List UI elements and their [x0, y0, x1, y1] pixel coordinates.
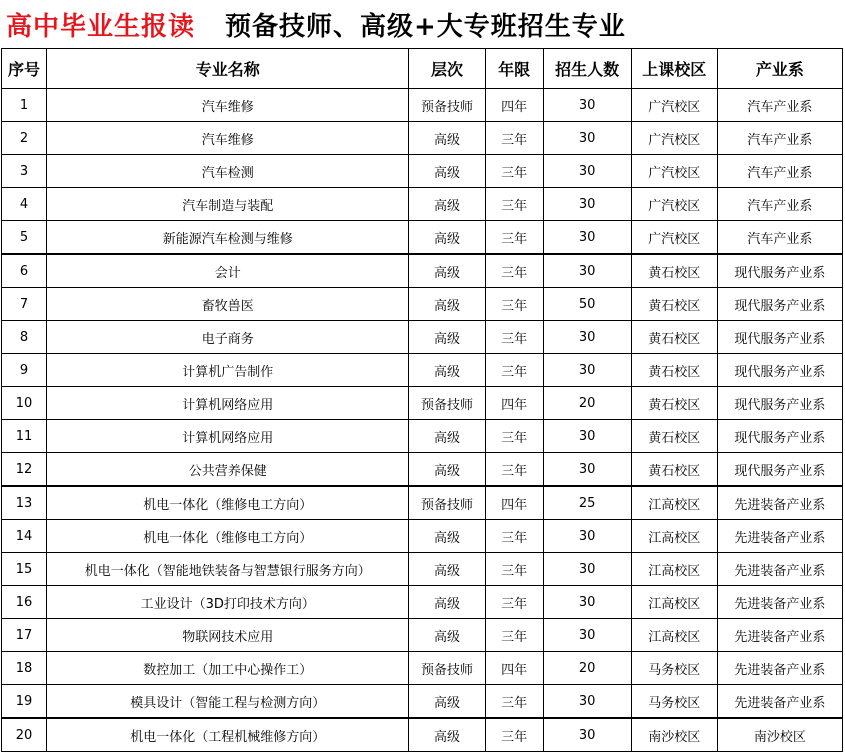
duration: 三年 [485, 122, 543, 155]
enrollment-count: 30 [543, 254, 631, 288]
duration: 四年 [485, 89, 543, 122]
row-index: 11 [2, 420, 47, 453]
department: 先进装备产业系 [717, 520, 842, 553]
title-bar [0, 0, 845, 48]
campus: 南沙校区 [631, 718, 717, 752]
duration: 三年 [485, 221, 543, 255]
duration: 三年 [485, 254, 543, 288]
level: 高级 [409, 254, 485, 288]
duration: 三年 [485, 685, 543, 719]
level: 高级 [409, 718, 485, 752]
level: 预备技师 [409, 387, 485, 420]
level: 高级 [409, 553, 485, 586]
row-index: 1 [2, 89, 47, 122]
level: 高级 [409, 586, 485, 619]
major-name: 机电一体化（维修电工方向） [47, 520, 409, 553]
enrollment-count: 30 [543, 586, 631, 619]
enrollment-count: 30 [543, 354, 631, 387]
header-index: 序号 [2, 49, 47, 89]
enrollment-count: 30 [543, 718, 631, 752]
enrollment-count: 30 [543, 155, 631, 188]
department: 现代服务产业系 [717, 420, 842, 453]
enrollment-count: 30 [543, 420, 631, 453]
row-index: 8 [2, 321, 47, 354]
enrollment-count: 50 [543, 288, 631, 321]
table-row [2, 486, 843, 520]
department: 现代服务产业系 [717, 453, 842, 487]
major-name: 会计 [47, 254, 409, 288]
major-name: 汽车维修 [47, 89, 409, 122]
header-level: 层次 [409, 49, 485, 89]
table-row [2, 652, 843, 685]
table-row [2, 718, 843, 752]
header-enrollment: 招生人数 [543, 49, 631, 89]
header-department: 产业系 [717, 49, 842, 89]
major-name: 机电一体化（智能地铁装备与智慧银行服务方向） [47, 553, 409, 586]
duration: 三年 [485, 586, 543, 619]
campus: 广汽校区 [631, 221, 717, 255]
level: 高级 [409, 188, 485, 221]
department: 先进装备产业系 [717, 652, 842, 685]
level: 高级 [409, 420, 485, 453]
campus: 黄石校区 [631, 387, 717, 420]
duration: 四年 [485, 387, 543, 420]
table-row [2, 387, 843, 420]
enrollment-table [1, 48, 843, 752]
row-index: 18 [2, 652, 47, 685]
major-name: 数控加工（加工中心操作工） [47, 652, 409, 685]
row-index: 9 [2, 354, 47, 387]
department: 汽车产业系 [717, 122, 842, 155]
major-name: 汽车制造与装配 [47, 188, 409, 221]
level: 高级 [409, 685, 485, 719]
major-name: 计算机广告制作 [47, 354, 409, 387]
table-row [2, 254, 843, 288]
duration: 三年 [485, 188, 543, 221]
level: 高级 [409, 354, 485, 387]
enrollment-count: 30 [543, 619, 631, 652]
duration: 三年 [485, 718, 543, 752]
major-name: 新能源汽车检测与维修 [47, 221, 409, 255]
table-body [2, 89, 843, 752]
level: 高级 [409, 155, 485, 188]
department: 先进装备产业系 [717, 685, 842, 719]
major-name: 计算机网络应用 [47, 420, 409, 453]
major-name: 物联网技术应用 [47, 619, 409, 652]
row-index: 20 [2, 718, 47, 752]
level: 高级 [409, 221, 485, 255]
campus: 马务校区 [631, 685, 717, 719]
title-highlight: 高中毕业生报读 [6, 11, 196, 42]
enrollment-count: 30 [543, 221, 631, 255]
duration: 三年 [485, 553, 543, 586]
major-name: 汽车检测 [47, 155, 409, 188]
enrollment-count: 30 [543, 122, 631, 155]
department: 先进装备产业系 [717, 619, 842, 652]
department: 现代服务产业系 [717, 288, 842, 321]
major-name: 模具设计（智能工程与检测方向） [47, 685, 409, 719]
duration: 四年 [485, 652, 543, 685]
major-name: 机电一体化（维修电工方向） [47, 486, 409, 520]
table-row [2, 155, 843, 188]
department: 现代服务产业系 [717, 254, 842, 288]
table-row [2, 420, 843, 453]
table-row [2, 586, 843, 619]
row-index: 14 [2, 520, 47, 553]
campus: 广汽校区 [631, 155, 717, 188]
major-name: 畜牧兽医 [47, 288, 409, 321]
row-index: 5 [2, 221, 47, 255]
header-duration: 年限 [485, 49, 543, 89]
duration: 三年 [485, 520, 543, 553]
table-row [2, 221, 843, 255]
enrollment-count: 30 [543, 188, 631, 221]
campus: 马务校区 [631, 652, 717, 685]
major-name: 机电一体化（工程机械维修方向） [47, 718, 409, 752]
campus: 江高校区 [631, 520, 717, 553]
department: 汽车产业系 [717, 89, 842, 122]
level: 预备技师 [409, 89, 485, 122]
table-row [2, 188, 843, 221]
level: 高级 [409, 453, 485, 487]
level: 高级 [409, 321, 485, 354]
row-index: 15 [2, 553, 47, 586]
department: 汽车产业系 [717, 155, 842, 188]
level: 预备技师 [409, 652, 485, 685]
row-index: 7 [2, 288, 47, 321]
row-index: 13 [2, 486, 47, 520]
level: 预备技师 [409, 486, 485, 520]
duration: 三年 [485, 288, 543, 321]
department: 先进装备产业系 [717, 586, 842, 619]
level: 高级 [409, 288, 485, 321]
major-name: 公共营养保健 [47, 453, 409, 487]
level: 高级 [409, 619, 485, 652]
campus: 黄石校区 [631, 420, 717, 453]
table-row [2, 520, 843, 553]
header-major: 专业名称 [47, 49, 409, 89]
duration: 三年 [485, 354, 543, 387]
duration: 三年 [485, 321, 543, 354]
level: 高级 [409, 520, 485, 553]
campus: 江高校区 [631, 586, 717, 619]
table-row [2, 685, 843, 719]
enrollment-count: 30 [543, 321, 631, 354]
department: 现代服务产业系 [717, 387, 842, 420]
campus: 江高校区 [631, 553, 717, 586]
row-index: 3 [2, 155, 47, 188]
enrollment-count: 30 [543, 89, 631, 122]
campus: 江高校区 [631, 486, 717, 520]
table-row [2, 288, 843, 321]
table-row [2, 619, 843, 652]
duration: 三年 [485, 619, 543, 652]
header-campus: 上课校区 [631, 49, 717, 89]
row-index: 4 [2, 188, 47, 221]
table-row [2, 453, 843, 487]
duration: 三年 [485, 453, 543, 487]
major-name: 工业设计（3D打印技术方向） [47, 586, 409, 619]
major-name: 汽车维修 [47, 122, 409, 155]
table-row [2, 553, 843, 586]
table-header-row [2, 49, 843, 89]
row-index: 12 [2, 453, 47, 487]
table-row [2, 89, 843, 122]
row-index: 10 [2, 387, 47, 420]
department: 先进装备产业系 [717, 553, 842, 586]
department: 南沙校区 [717, 718, 842, 752]
major-name: 电子商务 [47, 321, 409, 354]
campus: 黄石校区 [631, 254, 717, 288]
campus: 黄石校区 [631, 288, 717, 321]
department: 汽车产业系 [717, 221, 842, 255]
campus: 广汽校区 [631, 188, 717, 221]
campus: 黄石校区 [631, 453, 717, 487]
row-index: 19 [2, 685, 47, 719]
enrollment-count: 30 [543, 520, 631, 553]
duration: 三年 [485, 420, 543, 453]
enrollment-count: 20 [543, 387, 631, 420]
campus: 广汽校区 [631, 89, 717, 122]
row-index: 17 [2, 619, 47, 652]
department: 现代服务产业系 [717, 354, 842, 387]
table-row [2, 321, 843, 354]
page-title: 预备技师、高级+大专班招生专业 [225, 11, 626, 42]
department: 汽车产业系 [717, 188, 842, 221]
enrollment-count: 30 [543, 453, 631, 487]
level: 高级 [409, 122, 485, 155]
enrollment-count: 30 [543, 553, 631, 586]
table-row [2, 122, 843, 155]
campus: 江高校区 [631, 619, 717, 652]
row-index: 6 [2, 254, 47, 288]
table-row [2, 354, 843, 387]
campus: 黄石校区 [631, 354, 717, 387]
row-index: 16 [2, 586, 47, 619]
duration: 四年 [485, 486, 543, 520]
major-name: 计算机网络应用 [47, 387, 409, 420]
campus: 黄石校区 [631, 321, 717, 354]
duration: 三年 [485, 155, 543, 188]
enrollment-count: 25 [543, 486, 631, 520]
enrollment-count: 30 [543, 685, 631, 719]
department: 先进装备产业系 [717, 486, 842, 520]
enrollment-count: 20 [543, 652, 631, 685]
campus: 广汽校区 [631, 122, 717, 155]
row-index: 2 [2, 122, 47, 155]
department: 现代服务产业系 [717, 321, 842, 354]
